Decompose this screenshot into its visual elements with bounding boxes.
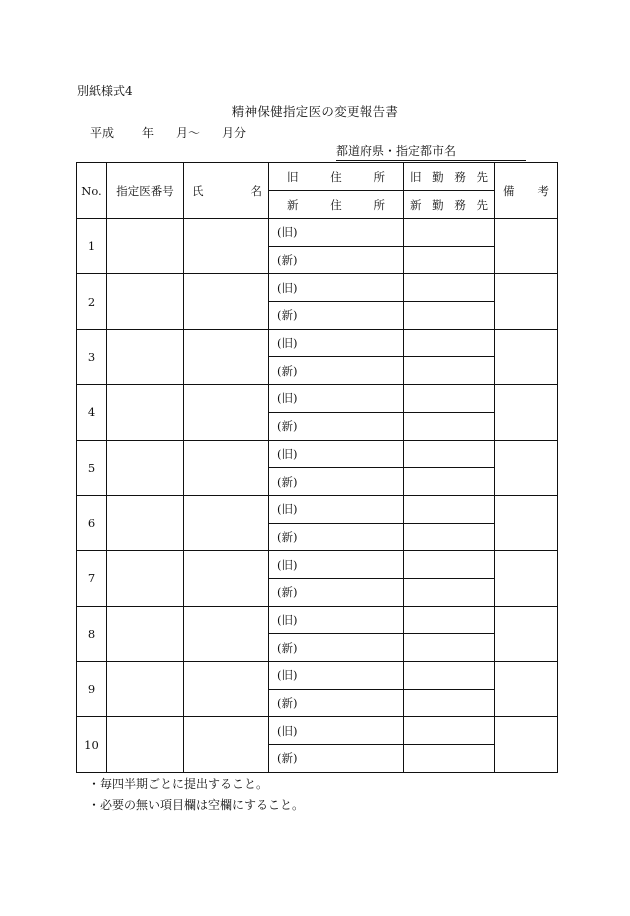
row-number: 1 <box>77 219 107 274</box>
new-workplace-cell[interactable] <box>404 468 495 496</box>
new-tag: (新) <box>277 696 298 711</box>
header-name <box>184 163 269 219</box>
period-line <box>90 124 246 141</box>
doctor-number-cell[interactable] <box>107 219 184 274</box>
old-tag: (旧) <box>277 557 298 572</box>
new-tag: (新) <box>277 308 298 323</box>
new-workplace-cell[interactable] <box>404 302 495 330</box>
doctor-number-cell[interactable] <box>107 385 184 440</box>
name-cell[interactable] <box>184 551 269 606</box>
doctor-number-cell[interactable] <box>107 551 184 606</box>
header-old-address: 旧 住 所 <box>269 163 404 191</box>
old-address-cell[interactable] <box>269 551 404 579</box>
old-workplace-cell[interactable] <box>404 551 495 579</box>
form-label: 別紙様式4 <box>77 84 133 98</box>
old-tag: (旧) <box>277 668 298 683</box>
doctor-number-cell[interactable] <box>107 717 184 772</box>
doctor-number-cell[interactable] <box>107 329 184 384</box>
doctor-number-cell[interactable] <box>107 606 184 661</box>
old-address-cell[interactable] <box>269 329 404 357</box>
new-tag: (新) <box>277 585 298 600</box>
old-tag: (旧) <box>277 723 298 738</box>
table-row <box>77 495 558 523</box>
row-number: 4 <box>77 385 107 440</box>
note-quarterly: ・毎四半期ごとに提出すること。 <box>88 777 269 791</box>
table-row <box>77 385 558 413</box>
old-tag: (旧) <box>277 225 298 240</box>
old-workplace-cell[interactable] <box>404 606 495 634</box>
note-blank-fields: ・必要の無い項目欄は空欄にすること。 <box>88 798 305 812</box>
new-tag: (新) <box>277 529 298 544</box>
new-workplace-cell[interactable] <box>404 357 495 385</box>
table-row <box>77 274 558 302</box>
new-workplace-cell[interactable] <box>404 246 495 274</box>
table-row <box>77 551 558 579</box>
doctor-number-cell[interactable] <box>107 662 184 717</box>
header-remarks: 備 考 <box>495 163 558 219</box>
old-tag: (旧) <box>277 391 298 406</box>
old-tag: (旧) <box>277 336 298 351</box>
old-tag: (旧) <box>277 446 298 461</box>
prefecture-field[interactable]: 都道府県・指定都市名 <box>336 142 526 161</box>
remarks-cell[interactable] <box>495 495 558 550</box>
report-table <box>76 162 558 773</box>
old-workplace-cell[interactable] <box>404 440 495 468</box>
remarks-cell[interactable] <box>495 385 558 440</box>
old-workplace-cell[interactable] <box>404 717 495 745</box>
old-workplace-cell[interactable] <box>404 385 495 413</box>
header-no: No. <box>77 163 107 219</box>
table-row <box>77 440 558 468</box>
new-workplace-cell[interactable] <box>404 634 495 662</box>
remarks-cell[interactable] <box>495 551 558 606</box>
remarks-cell[interactable] <box>495 274 558 329</box>
header-name-right: 名 <box>250 183 262 198</box>
doctor-number-cell[interactable] <box>107 274 184 329</box>
table-body <box>77 219 558 773</box>
row-number: 7 <box>77 551 107 606</box>
remarks-cell[interactable] <box>495 219 558 274</box>
row-number: 5 <box>77 440 107 495</box>
old-tag: (旧) <box>277 502 298 517</box>
old-address-cell[interactable] <box>269 385 404 413</box>
old-address-cell[interactable] <box>269 495 404 523</box>
new-address-cell[interactable] <box>269 357 404 385</box>
name-cell[interactable] <box>184 274 269 329</box>
new-workplace-cell[interactable] <box>404 689 495 717</box>
new-tag: (新) <box>277 474 298 489</box>
old-tag: (旧) <box>277 280 298 295</box>
new-tag: (新) <box>277 363 298 378</box>
name-cell[interactable] <box>184 717 269 772</box>
table-row <box>77 329 558 357</box>
name-cell[interactable] <box>184 495 269 550</box>
new-address-cell[interactable] <box>269 578 404 606</box>
table-row <box>77 219 558 247</box>
row-number: 2 <box>77 274 107 329</box>
name-cell[interactable] <box>184 329 269 384</box>
old-address-cell[interactable] <box>269 274 404 302</box>
name-cell[interactable] <box>184 606 269 661</box>
old-address-cell[interactable] <box>269 717 404 745</box>
remarks-cell[interactable] <box>495 440 558 495</box>
new-address-cell[interactable] <box>269 689 404 717</box>
header-new-address: 新 住 所 <box>269 191 404 219</box>
new-address-cell[interactable] <box>269 523 404 551</box>
new-tag: (新) <box>277 751 298 766</box>
table-row <box>77 606 558 634</box>
header-name-left: 氏 <box>192 183 204 198</box>
to-month-label: 月分 <box>222 126 247 140</box>
header-new-workplace: 新 勤 務 先 <box>404 191 495 219</box>
old-address-cell[interactable] <box>269 440 404 468</box>
old-address-cell[interactable] <box>269 219 404 247</box>
row-number: 8 <box>77 606 107 661</box>
name-cell[interactable] <box>184 385 269 440</box>
name-cell[interactable] <box>184 662 269 717</box>
old-workplace-cell[interactable] <box>404 495 495 523</box>
old-tag: (旧) <box>277 612 298 627</box>
new-address-cell[interactable] <box>269 302 404 330</box>
old-address-cell[interactable] <box>269 662 404 690</box>
row-number: 10 <box>77 717 107 772</box>
new-tag: (新) <box>277 253 298 268</box>
remarks-cell[interactable] <box>495 606 558 661</box>
row-number: 9 <box>77 662 107 717</box>
remarks-cell[interactable] <box>495 717 558 772</box>
old-address-cell[interactable] <box>269 606 404 634</box>
table-row <box>77 717 558 745</box>
row-number: 6 <box>77 495 107 550</box>
new-address-cell[interactable] <box>269 468 404 496</box>
new-address-cell[interactable] <box>269 412 404 440</box>
remarks-cell[interactable] <box>495 662 558 717</box>
year-label: 年 <box>142 126 155 140</box>
new-workplace-cell[interactable] <box>404 745 495 773</box>
era-label: 平成 <box>90 126 115 140</box>
old-workplace-cell[interactable] <box>404 662 495 690</box>
new-workplace-cell[interactable] <box>404 412 495 440</box>
row-number: 3 <box>77 329 107 384</box>
new-address-cell[interactable] <box>269 246 404 274</box>
name-cell[interactable] <box>184 219 269 274</box>
header-doctor-number: 指定医番号 <box>107 163 184 219</box>
remarks-cell[interactable] <box>495 329 558 384</box>
doctor-number-cell[interactable] <box>107 495 184 550</box>
document-title: 精神保健指定医の変更報告書 <box>231 104 399 119</box>
new-tag: (新) <box>277 640 298 655</box>
new-address-cell[interactable] <box>269 745 404 773</box>
old-workplace-cell[interactable] <box>404 219 495 247</box>
name-cell[interactable] <box>184 440 269 495</box>
header-old-workplace: 旧 勤 務 先 <box>404 163 495 191</box>
doctor-number-cell[interactable] <box>107 440 184 495</box>
table-row <box>77 662 558 690</box>
new-workplace-cell[interactable] <box>404 578 495 606</box>
new-tag: (新) <box>277 419 298 434</box>
new-workplace-cell[interactable] <box>404 523 495 551</box>
new-address-cell[interactable] <box>269 634 404 662</box>
from-month-label: 月〜 <box>176 126 201 140</box>
old-workplace-cell[interactable] <box>404 274 495 302</box>
old-workplace-cell[interactable] <box>404 329 495 357</box>
